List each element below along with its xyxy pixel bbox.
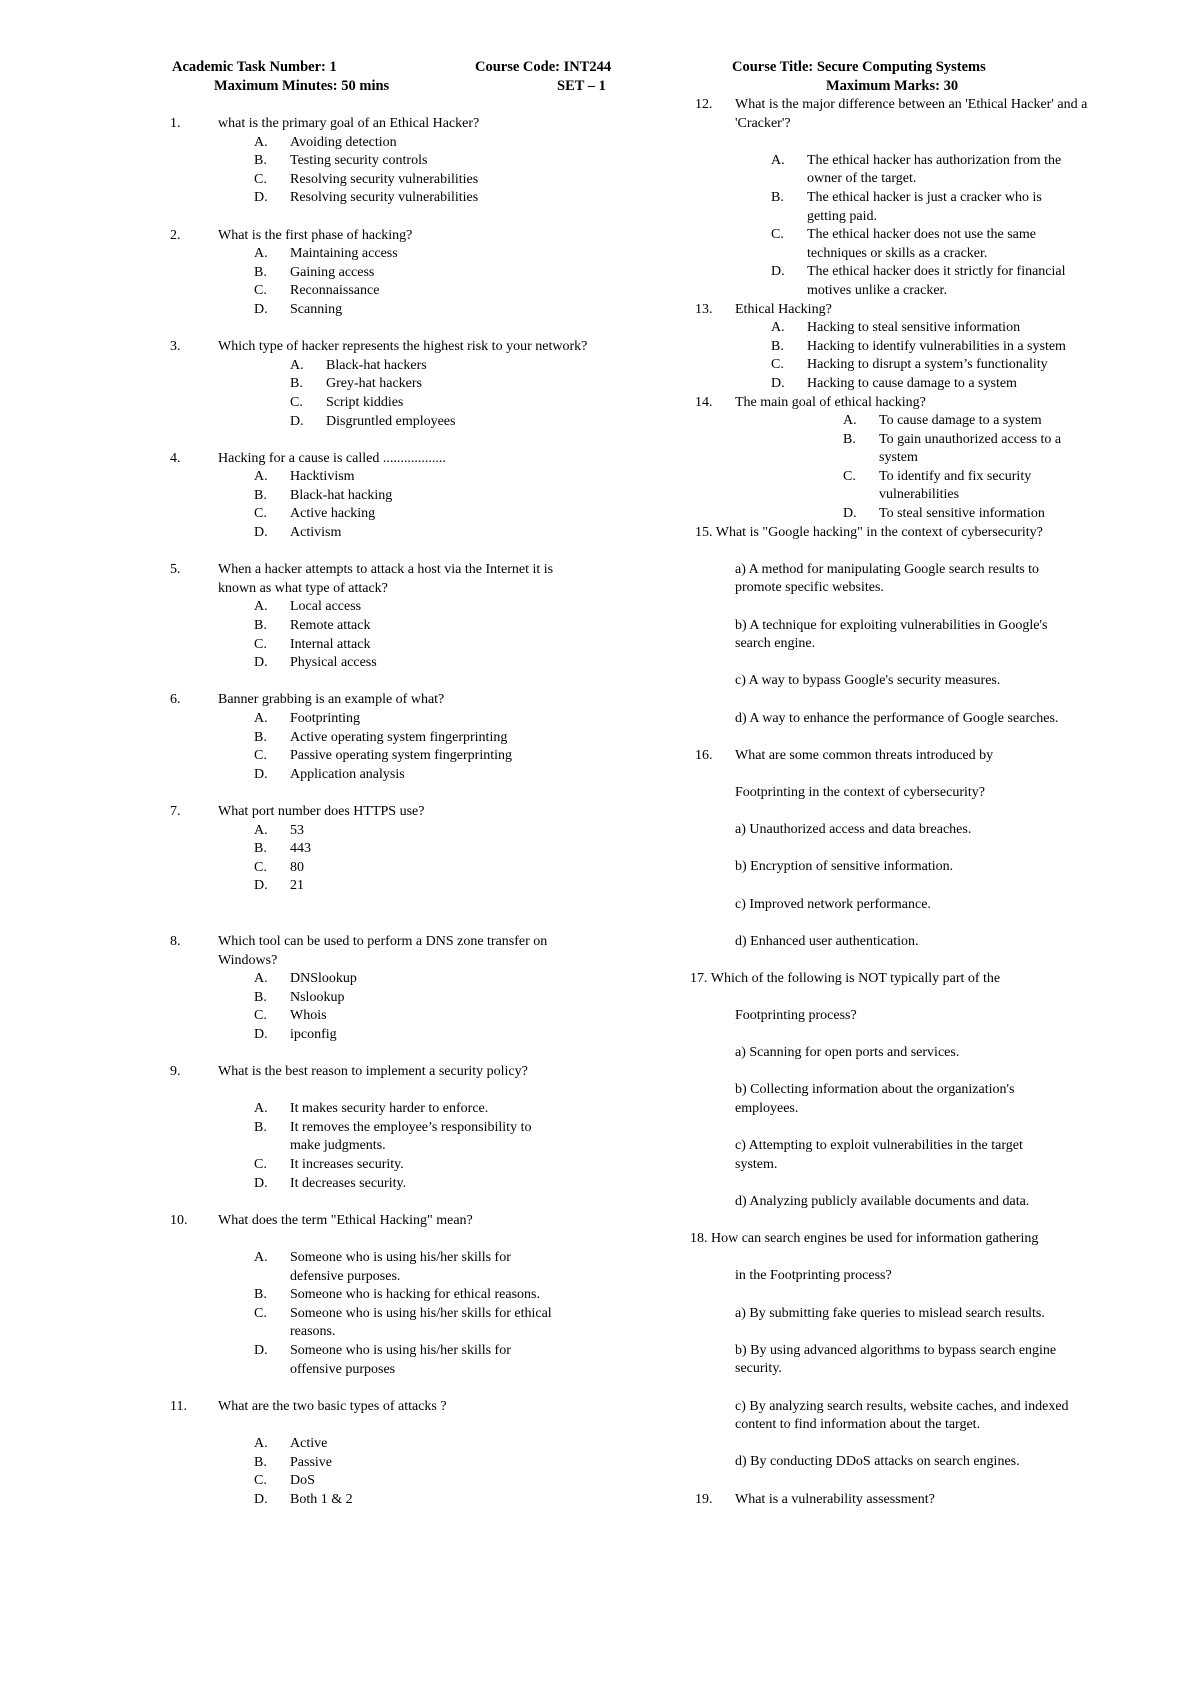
answer-c: c) Attempting to exploit vulnerabilities in the target system. (735, 1138, 1023, 1172)
option-d: D. Both 1 & 2 (254, 1491, 353, 1507)
question-4: 4. Hacking for a cause is called .................. A. Hacktivism B. Black-hat hacking C. Active hacking D. Activism (170, 450, 610, 543)
max-marks: Maximum Marks: 30 (826, 78, 959, 94)
option-a: A. Active (254, 1435, 328, 1451)
answer-d: d) A way to enhance the performance of Google searches. (735, 710, 1059, 726)
option-b: B. Black-hat hacking (254, 487, 393, 503)
question-2: 2. What is the first phase of hacking? A. Maintaining access B. Gaining access C. Reconnaissance D. Scanning (170, 227, 610, 320)
question-1 (170, 115, 610, 208)
question-text: 17. Which of the following is NOT typically part of the (690, 970, 1001, 986)
question-text-cont: in the Footprinting process? (735, 1268, 892, 1284)
question-6: 6. Banner grabbing is an example of what? A. Footprinting B. Active operating system fingerprinting C. Passive operating system fingerprinting D. Application analysis (170, 691, 610, 784)
answer-c: c) By analyzing search results, website caches, and indexed content to find information about the target. (735, 1398, 1069, 1433)
answer-a: a) Unauthorized access and data breaches. (735, 822, 972, 838)
option-b: B. To gain unauthorized access to a system (843, 431, 1062, 466)
option-c: C. Active hacking (254, 506, 376, 522)
option-a: A. Maintaining access (254, 246, 398, 262)
option-c: C. Someone who is using his/her skills for ethical reasons. (254, 1305, 552, 1340)
left-column (170, 115, 610, 1509)
question-3: 3. Which type of hacker represents the highest risk to your network? A. Black-hat hackers B. Grey-hat hackers C. Script kiddies D. Disgruntled employees (170, 338, 610, 431)
question-text: 18. How can search engines be used for information gathering (690, 1231, 1039, 1247)
option-b: B. It removes the employee’s responsibility to make judgments. (254, 1119, 532, 1154)
option-b: B. Hacking to identify vulnerabilities in a system (771, 338, 1066, 354)
question-8: 8. Which tool can be used to perform a DNS zone transfer on Windows? A. DNSlookup B. Nslookup C. Whois D. ipconfig (170, 933, 610, 1045)
right-column (690, 96, 1110, 1509)
question-14: 14. The main goal of ethical hacking? A. To cause damage to a system B. To gain unauthorized access to a system C. To identify and fix security vulnerabilities D. To steal sensitive information (695, 394, 1110, 524)
question-text: 15. What is "Google hacking" in the context of cybersecurity? (695, 524, 1043, 540)
question-number: 1. (170, 116, 181, 131)
set-label: SET – 1 (557, 78, 606, 94)
answer-d: d) Enhanced user authentication. (735, 933, 919, 949)
option-d: D. Activism (254, 525, 342, 541)
option-b: B. The ethical hacker is just a cracker who is getting paid. (771, 189, 1042, 224)
option-a: A. The ethical hacker has authorization from the owner of the target. (771, 152, 1062, 187)
option-d: D. To steal sensitive information (843, 506, 1045, 522)
question-11: 11. What are the two basic types of attacks ? A. Active B. Passive C. DoS D. Both 1 & 2 (170, 1398, 610, 1510)
option-d: D. ipconfig (254, 1026, 337, 1042)
option-a: A. Hacking to steal sensitive information (771, 320, 1021, 336)
option-c: C. The ethical hacker does not use the same techniques or skills as a cracker. (771, 227, 1036, 261)
answer-b: b) A technique for exploiting vulnerabilities in Google's search engine. (735, 617, 1048, 652)
option-a: A. Footprinting (254, 711, 361, 726)
answer-c: c) A way to bypass Google's security measures. (735, 673, 1001, 689)
question-5: 5. When a hacker attempts to attack a host via the Internet it is known as what type of attack? A. Local access B. Remote attack C. Internal attack D. Physical access (170, 561, 610, 673)
question-15 (695, 524, 1110, 729)
question-18 (690, 1230, 1110, 1472)
option-c: C. It increases security. (254, 1157, 404, 1173)
answer-b: b) Encryption of sensitive information. (735, 859, 954, 875)
answer-a: a) Scanning for open ports and services. (735, 1045, 960, 1061)
question-10: 10. What does the term "Ethical Hacking" mean? A. Someone who is using his/her skills for defensive purposes. B. Someone who is hacking for ethical reasons. C. Someone who is using his/her skills for ethical reasons. D. Someone who is using his/her skills for offensive purposes (170, 1212, 610, 1379)
question-16: 16. What are some common threats introduced by Footprinting in the context of cybersecurity? a) Unauthorized access and data breaches. b) Encryption of sensitive information. c) Improved network performance. d) Enhanced user authentication. (695, 747, 1110, 952)
task-number: Academic Task Number: 1 (172, 59, 337, 75)
option-d: D. Resolving security vulnerabilities (254, 190, 479, 206)
option-b: B. Someone who is hacking for ethical reasons. (254, 1287, 540, 1303)
option-d: D. Scanning (254, 301, 343, 317)
option-c: C. Resolving security vulnerabilities (254, 171, 479, 187)
option-c: C. Whois (254, 1008, 327, 1024)
question-text-cont: Footprinting process? (735, 1008, 857, 1024)
option-a: A. Avoiding detection (254, 134, 397, 150)
question-17 (690, 970, 1110, 1212)
option-d: D. The ethical hacker does it strictly for financial motives unlike a cracker. (771, 264, 1066, 298)
option-a: A. DNSlookup (254, 971, 357, 987)
option-d: D. It decreases security. (254, 1175, 407, 1191)
question-12: 12. What is the major difference between an 'Ethical Hacker' and a 'Cracker'? A. The ethical hacker has authorization from the owner of the target. B. The ethical hacker is just a cracker who is getting paid. C. The ethical hacker does not use the same techniques or skills as a cracker. D. The ethical hacker does it strictly for financial motives unlike a cracker. (695, 96, 1110, 301)
course-code: Course Code: INT244 (475, 59, 612, 75)
option-b: B. Active operating system fingerprinting (254, 729, 508, 745)
option-b: B. Nslookup (254, 989, 345, 1005)
option-b: B. Gaining access (254, 264, 375, 280)
answer-a: a) By submitting fake queries to mislead search results. (735, 1305, 1045, 1321)
question-19: 19. What is a vulnerability assessment? (695, 1491, 935, 1507)
option-a: A. To cause damage to a system (843, 413, 1042, 429)
question-7: 7. What port number does HTTPS use? A. 53 B. 443 C. 80 D. 21 (170, 803, 610, 896)
option-a: A. Someone who is using his/her skills for defensive purposes. (254, 1250, 511, 1284)
course-title: Course Title: Secure Computing Systems (732, 59, 986, 75)
option-a: A. Hacktivism (254, 469, 355, 485)
option-d: D. Hacking to cause damage to a system (771, 375, 1017, 391)
option-d: D. Application analysis (254, 766, 405, 782)
option-a: A. Local access (254, 599, 362, 615)
option-c: C. Script kiddies (290, 394, 404, 410)
question-text-cont: Footprinting in the context of cybersecurity? (735, 784, 985, 800)
option-d: D. Disgruntled employees (290, 413, 456, 429)
answer-b: b) Collecting information about the organization's employees. (735, 1082, 1015, 1117)
option-a: A. Black-hat hackers (290, 357, 427, 373)
option-c: C. 80 (254, 859, 304, 875)
option-c: C. DoS (254, 1473, 315, 1489)
option-d: D. Someone who is using his/her skills for offensive purposes (254, 1343, 511, 1377)
answer-a: a) A method for manipulating Google search results to promote specific websites. (735, 561, 1040, 596)
option-a: A. It makes security harder to enforce. (254, 1101, 489, 1117)
option-d: D. Physical access (254, 655, 377, 671)
option-a: A. 53 (254, 822, 304, 838)
option-c: C. Reconnaissance (254, 283, 380, 299)
option-b: B. Testing security controls (254, 153, 428, 169)
option-b: B. Remote attack (254, 618, 371, 634)
question-13: 13. Ethical Hacking? A. Hacking to steal sensitive information B. Hacking to identify vulnerabilities in a system C. Hacking to disrupt a system’s functionality D. Hacking to cause damage to a system (695, 301, 1110, 394)
option-c: C. Hacking to disrupt a system’s functionality (771, 357, 1048, 373)
max-minutes: Maximum Minutes: 50 mins (214, 78, 390, 94)
answer-d: d) By conducting DDoS attacks on search engines. (735, 1454, 1020, 1470)
option-c: C. Internal attack (254, 636, 371, 652)
option-c: C. Passive operating system fingerprinting (254, 748, 513, 764)
answer-b: b) By using advanced algorithms to bypass search engine security. (735, 1342, 1057, 1377)
answer-c: c) Improved network performance. (735, 896, 931, 912)
option-b: B. 443 (254, 841, 311, 857)
question-text: what is the primary goal of an Ethical Hacker? (218, 116, 480, 131)
option-b: B. Grey-hat hackers (290, 376, 423, 392)
answer-d: d) Analyzing publicly available documents and data. (735, 1194, 1030, 1210)
option-d: D. 21 (254, 878, 304, 894)
option-c: C. To identify and fix security vulnerabilities (843, 468, 1032, 503)
question-9: 9. What is the best reason to implement a security policy? A. It makes security harder to enforce. B. It removes the employee’s responsibility to make judgments. C. It increases security. D. It decreases security. (170, 1063, 610, 1193)
option-b: B. Passive (254, 1454, 332, 1470)
